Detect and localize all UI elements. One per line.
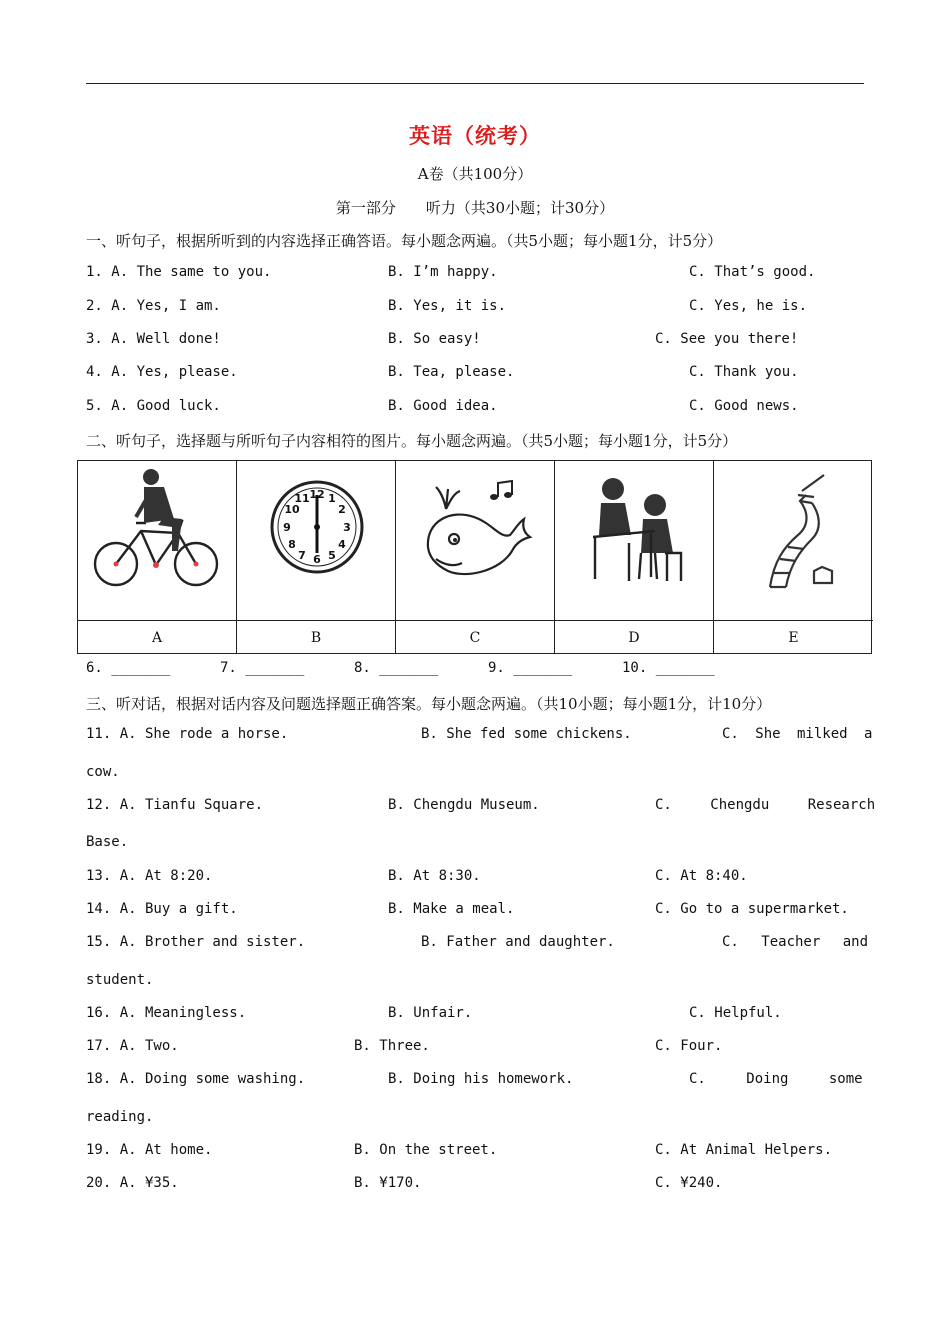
paper-subtitle: A卷（共100分） <box>417 165 533 183</box>
option-c[interactable]: C. Chengdu Research <box>655 797 876 813</box>
option-a[interactable]: 3. A. Well done! <box>86 331 221 347</box>
option-c[interactable]: C. Good news. <box>689 398 799 414</box>
option-c[interactable]: C. See you there! <box>655 331 799 347</box>
option-a[interactable]: 2. A. Yes, I am. <box>86 298 221 314</box>
option-c[interactable]: C. Yes, he is. <box>689 298 808 314</box>
option-c[interactable]: C. Helpful. <box>689 1005 782 1021</box>
option-b[interactable]: B. Yes, it is. <box>388 298 507 314</box>
option-b[interactable]: B. At 8:30. <box>388 868 481 884</box>
picture-b[interactable] <box>237 461 396 620</box>
picture-label: E <box>714 620 873 654</box>
option-b[interactable]: B. On the street. <box>354 1142 498 1158</box>
option-c-continued: cow. <box>86 764 120 780</box>
svg-text:5: 5 <box>328 549 336 562</box>
bicycle-rider-icon <box>78 461 237 620</box>
svg-text:11: 11 <box>294 492 310 505</box>
section3-heading: 三、听对话，根据对话内容及问题选择题正确答案。每小题念两遍。（共10小题；每小题1分，计10分） <box>86 695 772 713</box>
picture-d[interactable] <box>555 461 714 620</box>
section1-heading: 一、听句子，根据所听到的内容选择正确答语。每小题念两遍。（共5小题；每小题1分，计5分） <box>86 232 723 250</box>
great-wall-icon <box>714 461 873 620</box>
option-b[interactable]: B. Good idea. <box>388 398 498 414</box>
option-b[interactable]: B. She fed some chickens. <box>421 726 632 742</box>
children-at-desk-icon <box>555 461 714 620</box>
picture-label: A <box>78 620 237 654</box>
option-c[interactable]: C. ¥240. <box>655 1175 723 1191</box>
option-c[interactable]: C. She milked a <box>722 726 873 742</box>
option-a[interactable]: 4. A. Yes, please. <box>86 364 238 380</box>
top-rule <box>86 83 864 84</box>
answer-blanks <box>86 660 786 680</box>
answer-blank[interactable]: 7. _______ <box>220 660 305 676</box>
svg-text:6: 6 <box>313 553 321 566</box>
option-b[interactable]: B. ¥170. <box>354 1175 422 1191</box>
picture-e[interactable] <box>714 461 873 620</box>
option-c[interactable]: C. Go to a supermarket. <box>655 901 849 917</box>
picture-label: D <box>555 620 714 654</box>
svg-text:10: 10 <box>284 503 300 516</box>
option-a[interactable]: 13. A. At 8:20. <box>86 868 213 884</box>
option-b[interactable]: B. So easy! <box>388 331 481 347</box>
answer-blank[interactable]: 8. _______ <box>354 660 439 676</box>
option-c[interactable]: C. At Animal Helpers. <box>655 1142 833 1158</box>
option-b[interactable]: B. Make a meal. <box>388 901 515 917</box>
svg-text:1: 1 <box>328 492 336 505</box>
section2-heading: 二、听句子，选择题与所听句子内容相符的图片。每小题念两遍。（共5小题；每小题1分，计5分） <box>86 432 738 450</box>
option-b[interactable]: B. Father and daughter. <box>421 934 615 950</box>
svg-text:9: 9 <box>283 521 291 534</box>
svg-text:7: 7 <box>298 549 306 562</box>
svg-text:3: 3 <box>343 521 351 534</box>
picture-label: B <box>237 620 396 654</box>
option-c[interactable]: C. Thank you. <box>689 364 799 380</box>
answer-blank[interactable]: 9. _______ <box>488 660 573 676</box>
whale-icon <box>396 461 555 620</box>
picture-a[interactable] <box>78 461 237 620</box>
option-a[interactable]: 15. A. Brother and sister. <box>86 934 306 950</box>
clock-icon <box>237 461 396 620</box>
option-b[interactable]: B. Doing his homework. <box>388 1071 574 1087</box>
option-b[interactable]: B. Unfair. <box>388 1005 473 1021</box>
option-c[interactable]: C. Doing some <box>689 1071 863 1087</box>
option-b[interactable]: B. Tea, please. <box>388 364 515 380</box>
picture-label: C <box>396 620 555 654</box>
option-a[interactable]: 18. A. Doing some washing. <box>86 1071 306 1087</box>
option-a[interactable]: 1. A. The same to you. <box>86 264 272 280</box>
option-a[interactable]: 17. A. Two. <box>86 1038 179 1054</box>
option-c[interactable]: C. At 8:40. <box>655 868 748 884</box>
part-heading: 第一部分 听力（共30小题；计30分） <box>335 199 615 217</box>
option-a[interactable]: 19. A. At home. <box>86 1142 213 1158</box>
option-c[interactable]: C. Teacher and <box>722 934 869 950</box>
option-a[interactable]: 11. A. She rode a horse. <box>86 726 289 742</box>
option-c-continued: student. <box>86 972 154 988</box>
picture-c[interactable] <box>396 461 555 620</box>
option-a[interactable]: 12. A. Tianfu Square. <box>86 797 264 813</box>
answer-blank[interactable]: 6. _______ <box>86 660 171 676</box>
option-a[interactable]: 5. A. Good luck. <box>86 398 221 414</box>
option-c-continued: Base. <box>86 834 129 850</box>
picture-table <box>77 460 872 654</box>
svg-text:8: 8 <box>288 538 296 551</box>
option-b[interactable]: B. I’m happy. <box>388 264 498 280</box>
option-c[interactable]: C. That’s good. <box>689 264 816 280</box>
answer-blank[interactable]: 10. _______ <box>622 660 715 676</box>
option-a[interactable]: 14. A. Buy a gift. <box>86 901 238 917</box>
svg-text:12: 12 <box>309 488 325 501</box>
option-a[interactable]: 16. A. Meaningless. <box>86 1005 247 1021</box>
option-c-continued: reading. <box>86 1109 154 1125</box>
option-b[interactable]: B. Three. <box>354 1038 430 1054</box>
svg-text:2: 2 <box>338 503 346 516</box>
option-c[interactable]: C. Four. <box>655 1038 723 1054</box>
page-title: 英语（统考） <box>409 123 541 148</box>
option-a[interactable]: 20. A. ¥35. <box>86 1175 179 1191</box>
svg-text:4: 4 <box>338 538 346 551</box>
option-b[interactable]: B. Chengdu Museum. <box>388 797 540 813</box>
